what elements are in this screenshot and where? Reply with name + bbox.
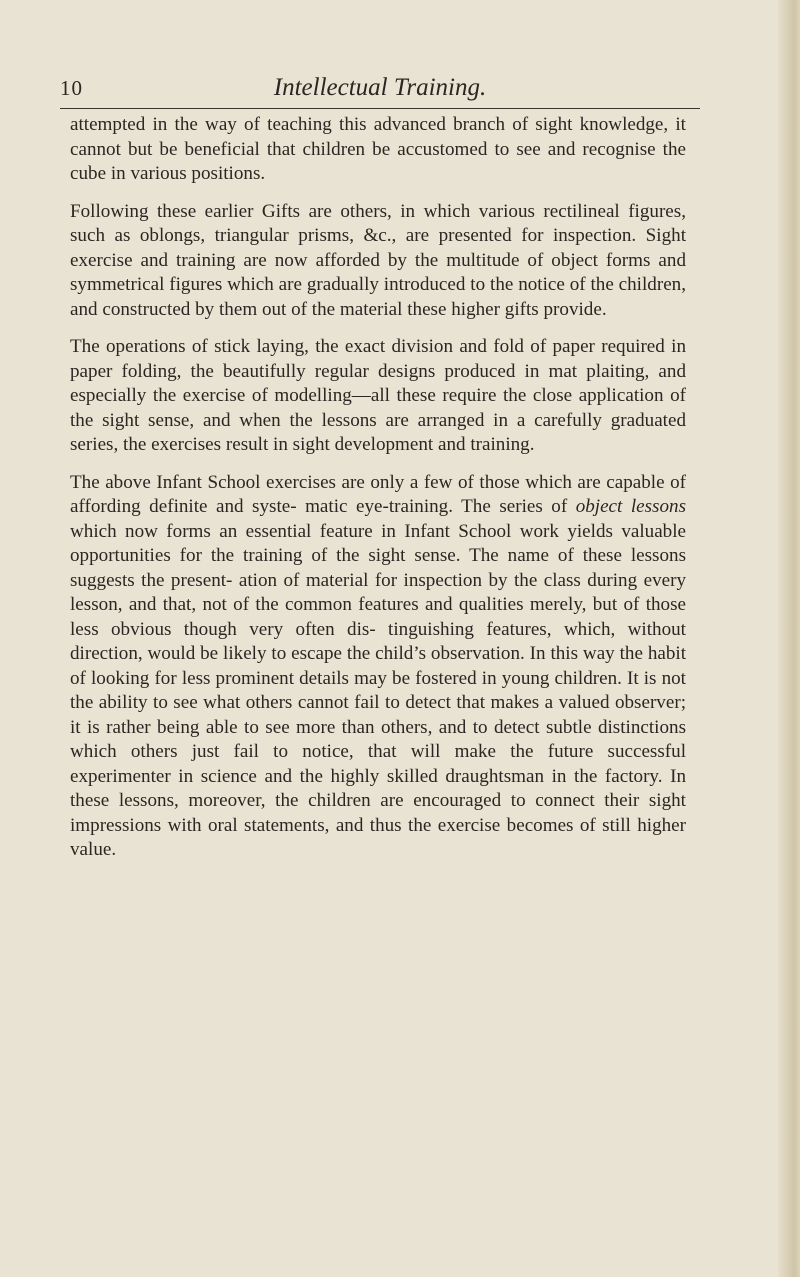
page-edge (778, 0, 800, 1277)
paragraph-4 (70, 471, 686, 863)
paragraph-1: attempted in the way of teaching this advanced branch of sight knowledge, it cannot but be beneficial that children be accustomed to see and recognise the cube in various positions. (70, 114, 686, 184)
page-number: 10 (60, 76, 83, 100)
running-title: Intellectual Training. (273, 74, 487, 101)
object-lessons-emphasis: object lessons (575, 496, 686, 517)
paragraph-3: The operations of stick laying, the exact division and fold of paper required in paper folding, the beautifully regular designs produced in mat plaiting, and especially the exercise of modelling—all these require the close application of the sight sense, and when the lessons are arranged in a carefully graduated series, the exercises result in sight development and training. (70, 336, 686, 455)
paragraph-4-part-1: The above Infant School exercises are only a few of those which are capable of affording definite and syste- matic eye-training. The series of (70, 471, 686, 517)
body-text (70, 113, 686, 876)
paragraph-4-part-2: which now forms an essential feature in Infant School work yields valuable opportunities for the training of the sight sense. The name of these lessons suggests the present- ation of material for inspection by the class during every lesson, and that, not of the common features and qualities merely, but of those less obvious though very often dis- tinguishing features, which, without direction, would be likely to escape the child’s observation. In this way the habit of looking for less prominent details may be fostered in young children. It is not the ability to see what others cannot fail to detect that makes a valued observer; it is rather being able to see more than others, and to detect subtle distinctions which others just fail to notice, that will make the future successful experimenter in science and the highly skilled draughtsman in the factory. In these lessons, moreover, the children are encouraged to connect their sight impressions with oral statements, and thus the exercise becomes of still higher value. (70, 520, 686, 860)
header-rule (60, 108, 700, 109)
paragraph-2: Following these earlier Gifts are others, in which various rectilineal figures, such as oblongs, triangular prisms, &c., are presented for inspection. Sight exercise and training are now afforded by the multitude of object forms and symmetrical figures which are gradually introduced to the notice of the children, and constructed by them out of the material these higher gifts provide. (70, 200, 686, 320)
page-header (60, 70, 700, 106)
